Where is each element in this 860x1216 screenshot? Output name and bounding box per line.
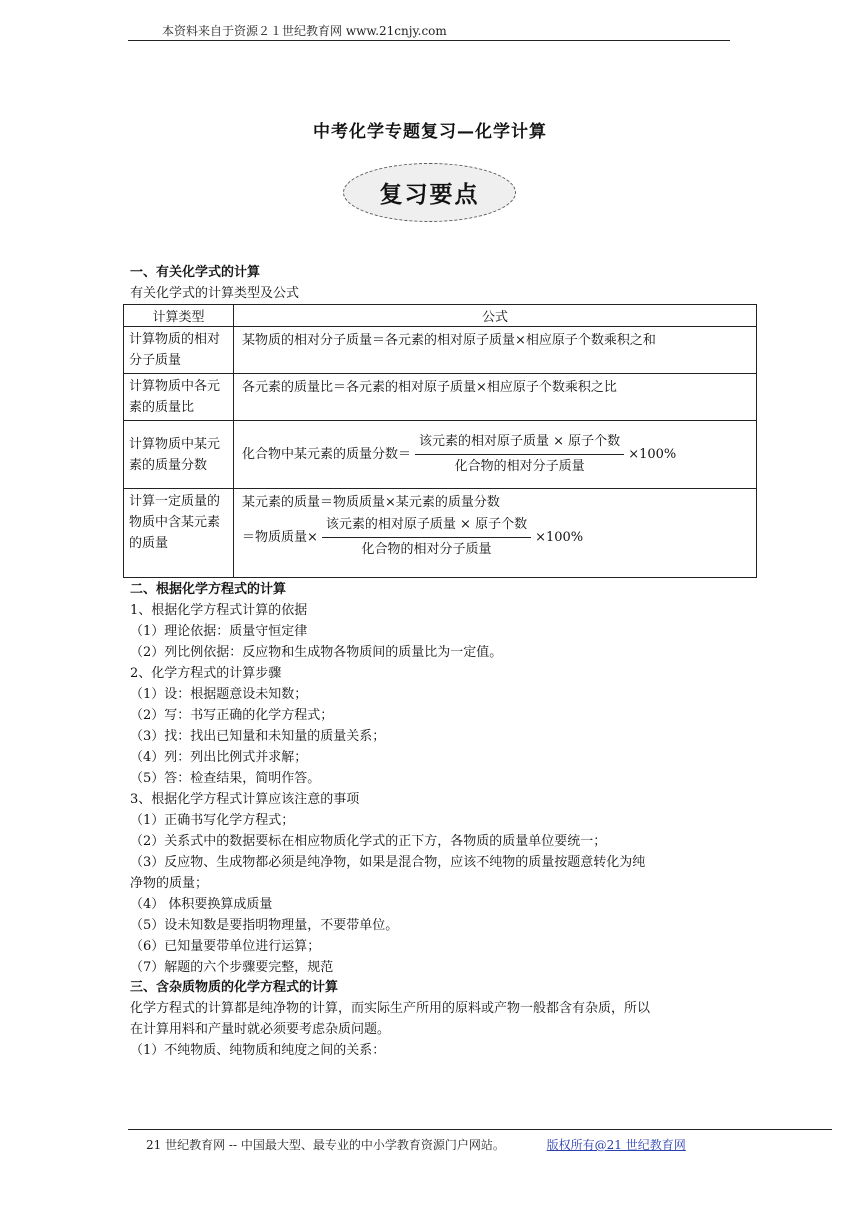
section-2-list [130,600,756,978]
document-body [130,263,756,1061]
table-cell-type: 计算物质中各元素的质量比 [124,374,234,421]
page-header-text: 本资料来自于资源２１世纪教育网 www.21cnjy.com [162,24,447,38]
fraction [322,515,531,560]
list-item: （4）列：列出比例式并求解； [130,750,308,765]
formula-suffix: ×100% [535,530,584,545]
page-footer [146,1137,686,1153]
table-row [124,489,757,578]
list-item: （2）列比例依据：反应物和生成物各物质间的质量比为一定值。 [130,645,503,660]
table-cell-formula [234,489,757,578]
list-item: 净物的质量； [130,876,209,891]
copyright-link[interactable]: 版权所有@21 世纪教育网 [546,1138,686,1152]
paragraph-line: （1）不纯物质、纯物质和纯度之间的关系： [130,1043,386,1058]
table-cell-type: 计算物质中某元素的质量分数 [124,421,234,489]
table-row [124,421,757,489]
table-header-type: 计算类型 [124,305,234,327]
list-item: （5）答：检查结果，简明作答。 [130,771,321,786]
header-divider [128,40,730,41]
section-3-text [130,998,756,1061]
section-intro: 有关化学式的计算类型及公式 [130,286,300,301]
table-cell-type: 计算物质的相对分子质量 [124,327,234,374]
formula-text: 各元素的质量比＝各元素的相对原子质量×相应原子个数乘积之比 [242,380,617,395]
list-item: （7）解题的六个步骤要完整，规范 [130,960,334,975]
list-item: （1）设：根据题意设未知数； [130,687,308,702]
table-header-row [124,305,757,327]
table-row [124,327,757,374]
footer-text: 21 世纪教育网 -- 中国最大型、最专业的中小学教育资源门户网站。 [146,1138,505,1152]
fraction-numerator: 该元素的相对原子质量 × 原子个数 [415,432,624,455]
list-item: （2）关系式中的数据要标在相应物质化学式的正下方，各物质的质量单位要统一； [130,834,607,849]
list-item: （2）写：书写正确的化学方程式； [130,708,334,723]
table-cell-type: 计算一定质量的物质中含某元素的质量 [124,489,234,578]
section-heading-2: 二、根据化学方程式的计算 [130,582,287,597]
list-item: （6）已知量要带单位进行运算； [130,939,321,954]
paragraph-line: 化学方程式的计算都是纯净物的计算，而实际生产所用的原料或产物一般都含有杂质，所以 [130,1001,651,1016]
formula-suffix: ×100% [628,447,677,462]
fraction-denominator: 化合物的相对分子质量 [361,542,492,557]
list-item: 3、根据化学方程式计算应该注意的事项 [130,792,360,807]
list-item: （4） 体积要换算成质量 [130,897,273,912]
list-item: 1、根据化学方程式计算的依据 [130,603,308,618]
table-cell-formula [234,327,757,374]
table-cell-formula [234,374,757,421]
list-item: （5）设未知数是要指明物理量，不要带单位。 [130,918,399,933]
formula-prefix: 化合物中某元素的质量分数＝ [242,447,412,462]
paragraph-line: 在计算用料和产量时就必须要考虑杂质问题。 [130,1022,391,1037]
list-item: （1）理论依据：质量守恒定律 [130,624,308,639]
document-title: 中考化学专题复习—化学计算 [313,122,547,142]
table-cell-formula [234,421,757,489]
fraction-denominator: 化合物的相对分子质量 [454,459,585,474]
fraction [415,432,624,477]
review-points-badge [343,163,516,222]
footer-divider [128,1129,832,1130]
fraction-formula [242,432,750,477]
list-item: （1）正确书写化学方程式； [130,813,295,828]
table-header-formula: 公式 [234,305,757,327]
formula-line: 某元素的质量＝物质质量×某元素的质量分数 [242,495,500,510]
list-item: （3）找：找出已知量和未知量的质量关系； [130,729,386,744]
fraction-formula [242,515,750,560]
list-item: 2、化学方程式的计算步骤 [130,666,282,681]
formula-table [123,304,757,578]
list-item: （3）反应物、生成物都必须是纯净物，如果是混合物，应该不纯物的质量按题意转化为纯 [130,855,646,870]
fraction-numerator: 该元素的相对原子质量 × 原子个数 [322,515,531,538]
table-row [124,374,757,421]
formula-prefix: ＝物质质量× [242,530,318,545]
section-heading-3: 三、含杂质物质的化学方程式的计算 [130,980,339,995]
badge-label: 复习要点 [379,182,480,208]
section-heading-1: 一、有关化学式的计算 [130,265,261,280]
formula-text: 某物质的相对分子质量＝各元素的相对原子质量×相应原子个数乘积之和 [242,333,656,348]
